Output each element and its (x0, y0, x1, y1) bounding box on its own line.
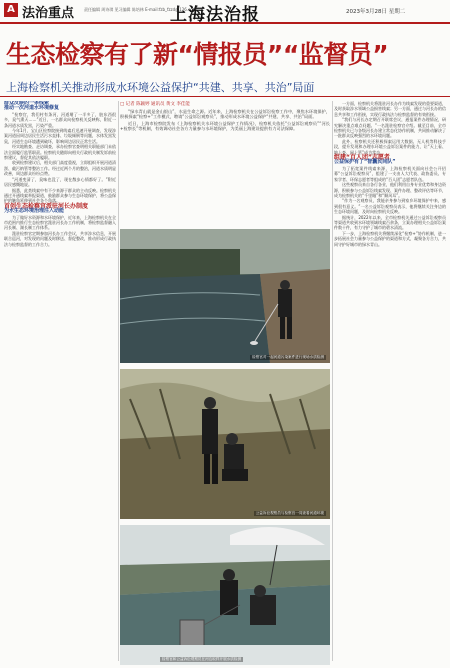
article-paragraph: 据统计，2022年以来，全市检察机关通过公益诉讼观察员等渠道共收到水环境领域线索百余条，立案办理相关公益诉讼案件数十件，有力守护了城市的碧水清流。 (334, 214, 446, 231)
article-paragraph: “检察官，我们村有条河，河道堵了一半多了，脏东西很多，臭气熏天……”近日，一名群众向检察机关反映称，附近一条河道水质发黑，污染严重。 (4, 111, 116, 128)
photo-caption: 检察官对一起河道污染案件进行现场水质检测 (252, 355, 324, 359)
page-badge: A (4, 3, 18, 17)
subheadline: 上海检察机关推动形成水环境公益保护“共建、共享、共治”局面 (6, 81, 315, 94)
intro (120, 109, 330, 133)
photo-water-sampling (120, 525, 330, 665)
byline: □ 记者 陈颖婷 通讯员 黄文 李佳能 (120, 102, 190, 107)
photo-observers-image (120, 369, 330, 519)
photo-observers (120, 369, 330, 519)
photo-caption: 检察官和公益诉讼观察员在河边取样开展水质检测 (162, 657, 242, 661)
article-paragraph: 为了做好水资源和水环境保护，近年来，上海检察机关在全市范围内推行生态检察官派驻河长办工作机制，将检察监督融入河长制、湖长制工作体系。 (4, 214, 116, 231)
article-paragraph: 为了拓宽案件线索来源，上海检察机关面向社会公开招募“公益诉讼观察员”，组建了一支由人大代表、政协委员、专家学者、环保志愿者等组成的“百人团”志愿者队伍。 (334, 165, 446, 182)
column-divider (118, 101, 119, 661)
right-column (334, 101, 446, 661)
article-paragraph: 今年1月，宝山区检察院接到线索后迅速开展调查，发现涉案河道因周边居民生活污水直排、垃圾倾倒等问题，水体发黑发臭，河道生态环境遭到破坏，影响周边居民正常生活。 (4, 128, 116, 144)
headline-rule (0, 96, 450, 97)
center-column (120, 101, 330, 665)
article-paragraph: 据悉，此类线索中有不少来源于群众的主动反映。检察机关通过开通线索举报渠道，鼓励群众参与生态环境保护，将公益保护的触角延伸到社会各个角落。 (4, 187, 116, 204)
article-paragraph: 这些观察员来自各行各业，他们利用自身专业优势和身边资源，积极参与公益诉讼线索发现、案件办理、整改评估等环节，成为检察机关的“千里眼”和“顺风耳”。 (334, 182, 446, 198)
left-subhead-2: 为水生态环境治理注入动能 (4, 208, 65, 215)
article-paragraph: “河道变清了，臭味也没了，现在散步心情都好了。”附近居民感慨地说。 (4, 176, 116, 188)
article-paragraph: 收到检察建议后，相关部门高度重视，立即组织开展河道清淤、截污纳管等整治工作。经过近两个月的整治，河道水质明显改善，周边群众纷纷点赞。 (4, 160, 116, 177)
headline: 生态检察有了新“情报员”“监督员” (6, 40, 389, 69)
article-paragraph: 派驻检察官定期参加河长办工作会议，共享涉水信息，开展联合巡河，对发现的问题及时移送、督促整改，推动形成行政执法与检察监督的工作合力。 (4, 230, 116, 247)
photo-caption: 公益诉讼观察员与检察官一同查看河道环境 (255, 511, 324, 515)
column-divider (332, 101, 333, 661)
left-kicker: 群众反映的一条线索 (4, 101, 50, 106)
intro-paragraph: “绿水青山就是金山银山”，水是生命之源。近年来，上海检察机关在公益诉讼检察工作中，聚焦水环境保护，积极探索“检察+”工作模式，聘请“公益诉讼观察员”，推动形成水环境公益保护“共建、共享、共治”局面。 (120, 109, 330, 120)
article-paragraph: “作为一名观察员，我能亲身参与到家乡环境保护中来，感到很有意义。”一名公益诉讼观察员表示，他将继续关注身边的生态环境问题，及时向检察机关反映。 (334, 198, 446, 215)
left-kicker-2: 推动一次河道水环境修复 (4, 105, 60, 112)
right-subhead-2: 公益保护有了“智囊民间队” (334, 159, 396, 166)
paper-name-logo: 上海法治报 (170, 5, 260, 25)
left-subhead: 首创生态检察官派驻河长办制度 (4, 202, 89, 210)
editor-line: 责任编辑 周诗琪 见习编辑 陈培林 E-mail:fzb_fzzd@126.com (84, 7, 197, 12)
article-paragraph: 一方面，检察机关将派驻河长办作为线索发现的重要渠道，及时获取涉水领域公益损害线索；另一方面，通过与河长办的信息共享和工作衔接，实现行政执法与检察监督的有效衔接。 (334, 101, 446, 117)
article-paragraph: 下一步，上海检察机关将继续深化“检察+”协作机制，进一步拓展社会力量参与公益保护的渠道和方式，凝聚各方合力，共同守护好城市的绿水青山。 (334, 230, 446, 247)
photo-river-inspection (120, 229, 330, 363)
date-line: 2023年3月28日 星期二 (346, 9, 406, 15)
photo-river-inspection-image (120, 229, 330, 363)
article-paragraph: 经实地勘查、走访调查，承办检察官查明相关职能部门未依法全面履行监管职责。检察机关随即向相关行政机关制发诉前检察建议，督促其依法履职。 (4, 144, 116, 161)
masthead (0, 0, 450, 24)
photo-water-sampling-image (120, 525, 330, 665)
intro-paragraph: 近日，上海市检察院发布《上海检察机关水环境公益保护工作情况》，检察机关依托“公益诉讼观察员”“河长+检察长”等机制，有效调动社会各方力量参与水环境保护，为美丽上海建设提供有力司法保障。 (120, 120, 330, 132)
left-column (4, 101, 116, 661)
section-name: 法治重点 (22, 6, 75, 21)
right-subhead: 组建“百人团”志愿者 (334, 154, 390, 162)
article-paragraph: 此外，检察机关还积极探索运用大数据、无人机等科技手段，提升发现和办理水环境公益诉讼案件的能力，让“天上看、地上查、网上管”成为常态。 (334, 138, 446, 155)
article-paragraph: “我们与河长办定期召开联席会议，通报案件办理情况，研究解决重点难点问题。”一名派驻检察官介绍。截至目前，全市检察机关已与各级河长办建立常态化协作机制，共同推动解决了一批群众反映强烈的水环境问题。 (334, 117, 446, 139)
